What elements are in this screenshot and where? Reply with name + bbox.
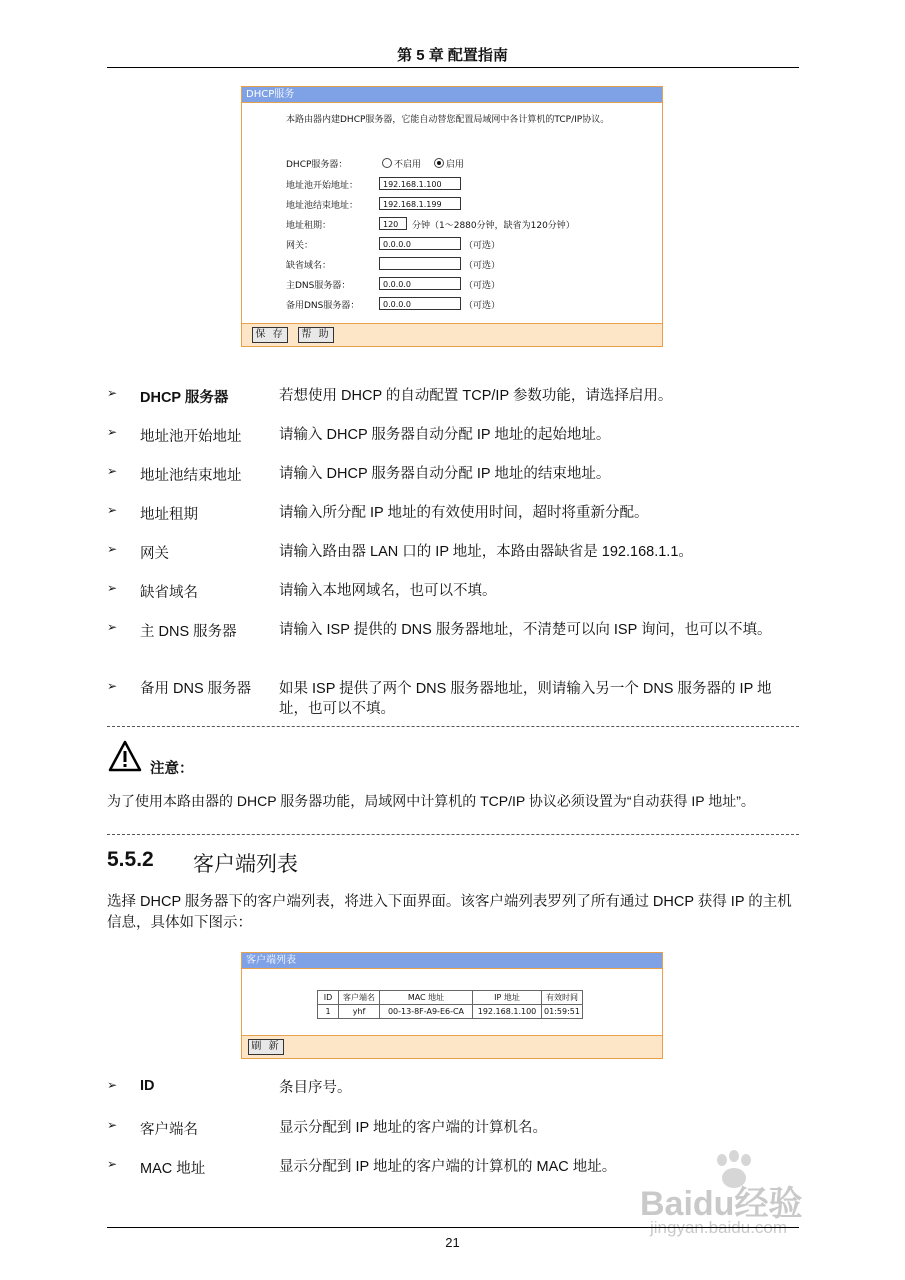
secondary-dns-input[interactable]: 0.0.0.0 xyxy=(379,297,461,310)
note-text: 为了使用本路由器的 DHCP 服务器功能，局域网中计算机的 TCP/IP 协议必须设置为“自动获得 IP 地址”。 xyxy=(107,793,755,809)
item-desc: 请输入本地网域名，也可以不填。 xyxy=(279,583,497,599)
item-term: 主 DNS 服务器 xyxy=(140,624,237,640)
item-desc: 请输入 DHCP 服务器自动分配 IP 地址的起始地址。 xyxy=(279,427,611,443)
col-lease-time: 有效时间 xyxy=(542,991,583,1005)
chapter-title: 第 5 章 配置指南 xyxy=(397,47,508,64)
item-desc: 显示分配到 IP 地址的客户端的计算机的 MAC 地址。 xyxy=(279,1159,617,1175)
pool-end-input[interactable]: 192.168.1.199 xyxy=(379,197,461,210)
arrow-bullet-icon: ➢ xyxy=(107,542,118,556)
arrow-bullet-icon: ➢ xyxy=(107,503,118,517)
arrow-bullet-icon: ➢ xyxy=(107,425,118,439)
arrow-bullet-icon: ➢ xyxy=(107,1157,118,1171)
item-term: 地址池结束地址 xyxy=(140,468,242,484)
gateway-label: 网关： xyxy=(286,241,314,251)
primary-dns-note: （可选） xyxy=(464,281,501,291)
secondary-dns-note: （可选） xyxy=(464,301,501,311)
header-rule xyxy=(107,67,799,68)
default-domain-input[interactable] xyxy=(379,257,461,270)
lease-time-label: 地址租期： xyxy=(286,221,332,231)
item-desc: 请输入所分配 IP 地址的有效使用时间，超时将重新分配。 xyxy=(279,505,649,521)
gateway-note: （可选） xyxy=(464,241,501,251)
client-list-panel xyxy=(241,952,663,1059)
item-term: 网关 xyxy=(140,546,169,562)
table-row xyxy=(318,1005,583,1019)
cell-client-name: yhf xyxy=(339,1005,380,1019)
secondary-dns-label: 备用DNS服务器： xyxy=(286,301,360,311)
section-number: 5.5.2 xyxy=(107,848,154,871)
item-desc: 显示分配到 IP 地址的客户端的计算机名。 xyxy=(279,1120,547,1136)
save-button[interactable]: 保 存 xyxy=(252,327,288,343)
item-desc: 请输入 DHCP 服务器自动分配 IP 地址的结束地址。 xyxy=(279,466,611,482)
client-panel-title: 客户端列表 xyxy=(242,953,662,969)
help-button[interactable]: 帮 助 xyxy=(298,327,334,343)
item-term: 缺省域名 xyxy=(140,585,198,601)
client-panel-footer xyxy=(242,1035,662,1058)
cell-mac: 00-13-8F-A9-E6-CA xyxy=(380,1005,473,1019)
note-title: 注意： xyxy=(150,761,194,777)
table-header-row xyxy=(318,991,583,1005)
lease-time-input[interactable]: 120 xyxy=(379,217,407,230)
item-term: 地址租期 xyxy=(140,507,198,523)
item-term: MAC 地址 xyxy=(140,1161,206,1177)
radio-disable[interactable]: 不启用 xyxy=(382,160,421,170)
item-desc: 如果 ISP 提供了两个 DNS 服务器地址，则请输入另一个 DNS 服务器的 IP 地址，也可以不填。 xyxy=(279,681,772,717)
arrow-bullet-icon: ➢ xyxy=(107,386,118,400)
item-desc: 条目序号。 xyxy=(279,1080,352,1096)
note-top-divider xyxy=(107,726,799,727)
primary-dns-input[interactable]: 0.0.0.0 xyxy=(379,277,461,290)
watermark-url: jingyan.baidu.com xyxy=(650,1218,788,1237)
gateway-input[interactable]: 0.0.0.0 xyxy=(379,237,461,250)
dhcp-panel-footer xyxy=(242,323,662,346)
dhcp-server-label: DHCP服务器： xyxy=(286,160,348,170)
refresh-button[interactable]: 刷 新 xyxy=(248,1039,284,1055)
page-number: 21 xyxy=(445,1235,460,1250)
arrow-bullet-icon: ➢ xyxy=(107,679,118,693)
item-term: DHCP 服务器 xyxy=(140,390,229,406)
cell-ip: 192.168.1.100 xyxy=(473,1005,542,1019)
col-client-name: 客户端名 xyxy=(339,991,380,1005)
dhcp-panel-title: DHCP服务 xyxy=(242,87,662,103)
item-term: 地址池开始地址 xyxy=(140,429,242,445)
default-domain-label: 缺省域名： xyxy=(286,261,332,271)
arrow-bullet-icon: ➢ xyxy=(107,620,118,634)
dhcp-service-panel xyxy=(241,86,663,347)
arrow-bullet-icon: ➢ xyxy=(107,464,118,478)
item-term: 备用 DNS 服务器 xyxy=(140,681,252,697)
arrow-bullet-icon: ➢ xyxy=(107,1078,118,1092)
col-ip: IP 地址 xyxy=(473,991,542,1005)
default-domain-note: （可选） xyxy=(464,261,501,271)
radio-disable-icon xyxy=(382,158,392,168)
dhcp-server-radio-group[interactable] xyxy=(382,157,464,170)
watermark-brand: Baidu经验 xyxy=(640,1185,803,1223)
col-id: ID xyxy=(318,991,339,1005)
arrow-bullet-icon: ➢ xyxy=(107,1118,118,1132)
primary-dns-label: 主DNS服务器： xyxy=(286,281,351,291)
lease-time-note: 分钟（1～2880分钟，缺省为120分钟） xyxy=(412,221,575,231)
arrow-bullet-icon: ➢ xyxy=(107,581,118,595)
footer-rule xyxy=(107,1227,799,1228)
cell-lease-time: 01:59:51 xyxy=(542,1005,583,1019)
radio-enable-icon xyxy=(434,158,444,168)
section-intro: 选择 DHCP 服务器下的客户端列表，将进入下面界面。该客户端列表罗列了所有通过 DHCP 获得 IP 的主机信息，具体如下图示： xyxy=(107,894,792,931)
item-desc: 若想使用 DHCP 的自动配置 TCP/IP 参数功能，请选择启用。 xyxy=(279,388,673,404)
dhcp-panel-intro: 本路由器内建DHCP服务器，它能自动替您配置局域网中各计算机的TCP/IP协议。 xyxy=(286,115,610,125)
pool-start-input[interactable]: 192.168.1.100 xyxy=(379,177,461,190)
warning-triangle-icon xyxy=(108,740,142,772)
item-desc: 请输入 ISP 提供的 DNS 服务器地址，不清楚可以向 ISP 询问，也可以不填。 xyxy=(279,622,772,638)
client-table xyxy=(317,990,583,1019)
note-bottom-divider xyxy=(107,834,799,835)
cell-id: 1 xyxy=(318,1005,339,1019)
pool-end-label: 地址池结束地址： xyxy=(286,201,359,211)
pool-start-label: 地址池开始地址： xyxy=(286,181,359,191)
item-term: 客户端名 xyxy=(140,1122,198,1138)
section-title: 客户端列表 xyxy=(193,853,298,876)
radio-enable[interactable]: 启用 xyxy=(434,160,464,170)
item-term: ID xyxy=(140,1078,155,1094)
col-mac: MAC 地址 xyxy=(380,991,473,1005)
item-desc: 请输入路由器 LAN 口的 IP 地址，本路由器缺省是 192.168.1.1。 xyxy=(279,544,693,560)
